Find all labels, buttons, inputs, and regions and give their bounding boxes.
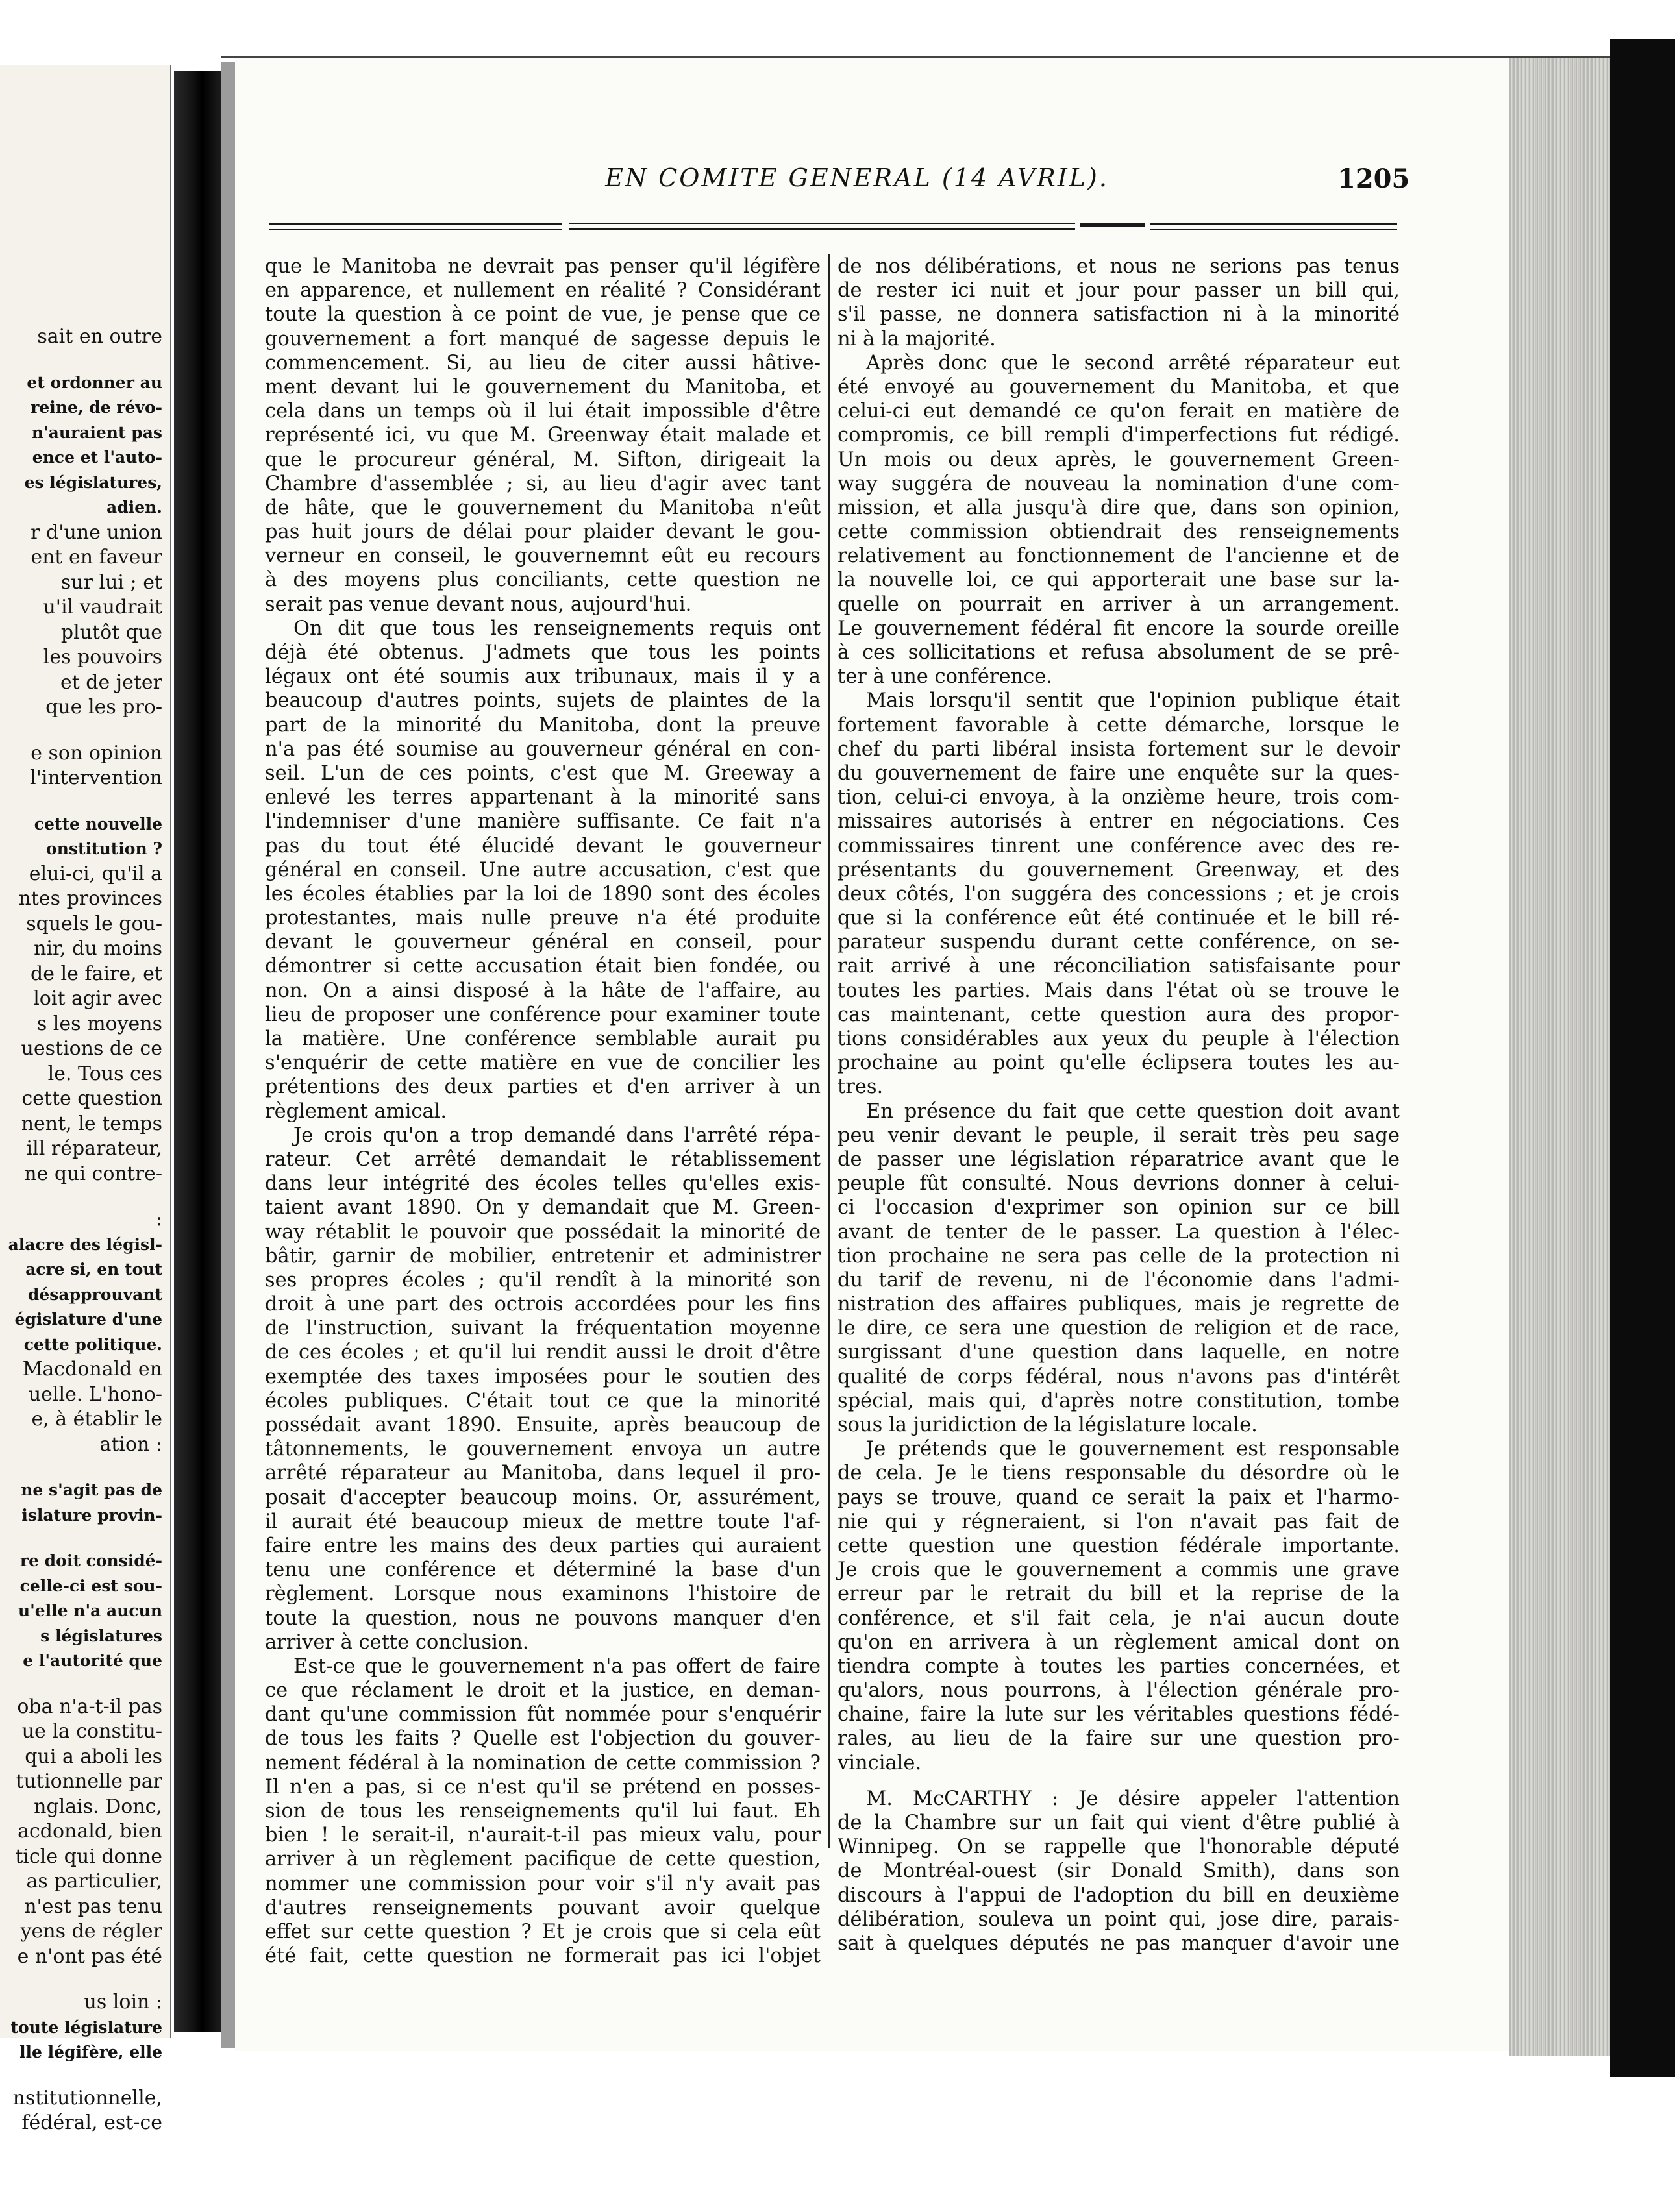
right-column-line: cas maintenant, cette question aura des propor- bbox=[838, 1003, 1400, 1026]
facing-page-line: ne qui contre- bbox=[24, 1162, 162, 1185]
left-column-line: tenu une conférence et déterminé la base d'un bbox=[265, 1558, 821, 1582]
right-column-line: deux côtés, l'on suggéra des concessions ; et je crois bbox=[838, 882, 1400, 905]
right-column-line: toutes les parties. Mais dans l'état où se trouve le bbox=[838, 979, 1400, 1002]
facing-page-line: as particulier, bbox=[26, 1870, 162, 1893]
right-column-line: nistration des affaires publiques, mais je regrette de bbox=[838, 1293, 1400, 1316]
right-column-line: tiendra compte à toutes les parties concernées, et bbox=[838, 1654, 1400, 1678]
facing-page-line bbox=[0, 1969, 170, 1990]
right-column-line: compromis, ce bill rempli d'imperfections fut rédigé. bbox=[838, 424, 1400, 447]
left-column-line: bâtir, garnir de mobilier, entretenir et administrer bbox=[265, 1244, 821, 1268]
left-column-line: toute la question à ce point de vue, je pense que ce bbox=[265, 303, 821, 326]
left-column-line: à des moyens plus conciliants, cette question ne bbox=[265, 569, 821, 592]
facing-page-line: n'est pas tenu bbox=[24, 1895, 162, 1918]
facing-page-line: re doit considé- bbox=[19, 1551, 162, 1570]
facing-page-line: squels le gou- bbox=[26, 912, 162, 935]
left-column-line: Est-ce que le gouvernement n'a pas offert de faire bbox=[293, 1654, 821, 1678]
facing-page-line: s législatures bbox=[40, 1626, 162, 1645]
right-column-line: Je prétends que le gouvernement est responsable bbox=[866, 1438, 1400, 1461]
facing-page-line: cette question bbox=[21, 1087, 162, 1110]
left-column-line: s'enquérir de cette matière en vue de concilier les bbox=[265, 1051, 821, 1075]
left-column-line: Chambre d'assemblée ; si, au lieu d'agir avec tant bbox=[265, 472, 821, 495]
left-column-line: règlement. Lorsque nous examinons l'histoire de bbox=[265, 1582, 821, 1606]
right-column-line: vinciale. bbox=[838, 1751, 922, 1775]
left-column-line: ment devant lui le gouvernement du Manitoba, et bbox=[265, 375, 821, 399]
right-column-line: qu'on en arrivera à un règlement amical dont on bbox=[838, 1630, 1400, 1654]
right-column-line: de passer une législation réparatrice avant que le bbox=[838, 1148, 1400, 1171]
facing-page-line: et ordonner au bbox=[27, 373, 162, 392]
scanner-background bbox=[1610, 39, 1675, 2077]
right-column-line: ni à la majorité. bbox=[838, 327, 996, 350]
right-column-line: cette question une question fédérale importante. bbox=[838, 1534, 1400, 1557]
facing-page-line: toute législature bbox=[10, 2017, 162, 2037]
right-column-line: à ces sollicitations et refusa absolument de se prê- bbox=[838, 641, 1400, 664]
header-rule-left-2 bbox=[269, 229, 562, 230]
left-column-line: Il n'en a pas, si ce n'est qu'il se prétend en posses- bbox=[265, 1775, 821, 1799]
book-spine bbox=[174, 71, 221, 2032]
right-column-line: pays se trouve, quand ce serait la paix et l'harmo- bbox=[838, 1486, 1400, 1509]
left-column-line: de l'instruction, suivant la fréquentation moyenne bbox=[265, 1317, 821, 1340]
stacked-page-edges bbox=[1509, 57, 1610, 2056]
facing-page-line: u'elle n'a aucun bbox=[18, 1601, 162, 1620]
left-column-line: pas du tout été élucidé devant le gouverneur bbox=[265, 834, 821, 857]
facing-page-line: cette nouvelle bbox=[34, 814, 162, 833]
left-column-line: taient avant 1890. On y demandait que M. Green- bbox=[265, 1196, 821, 1220]
facing-page-line: n'auraient pas bbox=[31, 423, 162, 442]
left-column-line: protestantes, mais nulle preuve n'a été produite bbox=[265, 907, 821, 930]
header-rule-right bbox=[1150, 223, 1397, 225]
facing-page-line: cette politique. bbox=[23, 1334, 162, 1354]
facing-page-line: nir, du moins bbox=[34, 937, 162, 960]
page-gutter bbox=[221, 62, 235, 2048]
right-column-line: ter à une conférence. bbox=[838, 665, 1053, 689]
left-column-line: légaux ont été soumis aux tribunaux, mais il y a bbox=[265, 665, 821, 689]
facing-page-line: fédéral, est-ce bbox=[21, 2111, 162, 2134]
right-column-line: peu venir devant le peuple, il serait très peu sage bbox=[838, 1124, 1400, 1147]
right-column-line: s'il passe, ne donnera satisfaction ni à la minorité bbox=[838, 303, 1400, 326]
text-column-left bbox=[265, 254, 821, 1968]
right-column-line: relativement au fonctionnement de l'ancienne et de bbox=[838, 545, 1400, 568]
header-rule-mid bbox=[569, 223, 1075, 224]
right-column-line: tion prochaine ne sera pas celle de la protection ni bbox=[838, 1244, 1400, 1268]
facing-page-line bbox=[0, 1186, 170, 1207]
left-column-line: arriver à un règlement pacifique de cette question, bbox=[265, 1848, 821, 1871]
facing-page-line: que les pro- bbox=[45, 696, 162, 719]
left-column-line: de hâte, que le gouvernement du Manitoba n'eût bbox=[265, 496, 821, 519]
facing-page-line: elui-ci, qu'il a bbox=[29, 862, 162, 885]
right-column-line: Après donc que le second arrêté réparateur eut bbox=[866, 351, 1400, 375]
facing-page-line: uestions de ce bbox=[21, 1037, 162, 1060]
right-column-line: erreur par le retrait du bill et la reprise de la bbox=[838, 1582, 1400, 1606]
right-column-line: discours à l'appui de l'adoption du bill en deuxième bbox=[838, 1884, 1400, 1907]
right-column-line: la nouvelle loi, ce qui apporterait une base sur la- bbox=[838, 569, 1400, 592]
facing-page-line bbox=[0, 1528, 170, 1549]
right-column-line: M. McCARTHY : Je désire appeler l'attention bbox=[866, 1787, 1400, 1810]
right-column-line: rait arrivé à une réconciliation satisfaisante pour bbox=[838, 955, 1400, 978]
right-column-line: de rester ici nuit et jour pour passer un bill qui, bbox=[838, 279, 1400, 302]
facing-page-line: nent, le temps bbox=[21, 1112, 162, 1135]
left-column-line: l'indemniser d'une manière suffisante. Ce fait n'a bbox=[265, 810, 821, 833]
right-column-line: cette commission obtiendrait des renseignements bbox=[838, 521, 1400, 544]
right-column-line: fortement favorable à cette démarche, lorsque le bbox=[838, 713, 1400, 737]
facing-page-line: ill réparateur, bbox=[26, 1137, 162, 1160]
left-column-line: serait pas venue devant nous, aujourd'hui. bbox=[265, 593, 692, 616]
left-column-line: que le Manitoba ne devrait pas penser qu'il légifère bbox=[265, 255, 821, 278]
right-column-line: Mais lorsqu'il sentit que l'opinion publique était bbox=[866, 689, 1400, 713]
left-column-line: nement fédéral à la nomination de cette commission ? bbox=[265, 1751, 821, 1775]
left-column-line: On dit que tous les renseignements requis ont bbox=[293, 617, 821, 640]
facing-page-line: es législatures, bbox=[24, 473, 162, 492]
left-column-line: nommer une commission pour voir s'il n'y avait pas bbox=[265, 1872, 821, 1895]
right-column-line: commissaires tinrent une conférence avec des re- bbox=[838, 834, 1400, 857]
facing-page-line: oba n'a-t-il pas bbox=[17, 1695, 162, 1718]
facing-page-line: nglais. Donc, bbox=[34, 1795, 162, 1818]
facing-page-line: qui a aboli les bbox=[25, 1745, 162, 1768]
running-head: EN COMITE GENERAL (14 AVRIL). bbox=[605, 164, 1109, 192]
facing-page-line: e n'ont pas été bbox=[17, 1945, 162, 1968]
facing-page-line: islature provin- bbox=[21, 1505, 162, 1525]
facing-page-line: désapprouvant bbox=[27, 1284, 162, 1304]
left-column-line: enlevé les terres appartenant à la minorité sans bbox=[265, 786, 821, 809]
left-column-line: il aurait été beaucoup mieux de mettre toute l'af- bbox=[265, 1510, 821, 1533]
left-column-line: ses propres écoles ; qu'il rendît à la minorité son bbox=[265, 1268, 821, 1292]
facing-page-line bbox=[0, 2065, 170, 2086]
left-column-line: pas huit jours de délai pour plaider devant le gou- bbox=[265, 521, 821, 544]
facing-page-line: et de jeter bbox=[60, 670, 162, 694]
facing-page-line: reine, de révo- bbox=[31, 398, 162, 417]
left-column-line: part de la minorité du Manitoba, dont la preuve bbox=[265, 713, 821, 737]
right-column-line: conférence, et s'il fait cela, je n'ai aucun doute bbox=[838, 1606, 1400, 1630]
left-column-line: exemptée des taxes imposées pour le soutien des bbox=[265, 1365, 821, 1388]
facing-page-line bbox=[0, 1457, 170, 1478]
left-column-line: sion de tous les renseignements qu'il lui faut. Eh bbox=[265, 1800, 821, 1823]
right-column-line: mission, et alla jusqu'à dire que, dans son opinion, bbox=[838, 496, 1400, 519]
right-column-line: tion, celui-ci envoya, à la onzième heure, trois com- bbox=[838, 786, 1400, 809]
header-rule-right-2 bbox=[1150, 229, 1397, 230]
left-column-line: dans leur intégrité des écoles telles qu'elles exis- bbox=[265, 1172, 821, 1196]
right-column-line: rales, au lieu de la faire sur une question pro- bbox=[838, 1727, 1400, 1751]
right-column-line: été envoyé au gouvernement du Manitoba, et que bbox=[838, 375, 1400, 399]
right-column-line: missaires autorisés à entrer en négociations. Ces bbox=[838, 810, 1400, 833]
right-column-line: peuple fût consulté. Nous devrions donner à celui- bbox=[838, 1172, 1400, 1196]
left-column-line: seil. L'un de ces points, c'est que M. Greeway a bbox=[265, 761, 821, 785]
left-column-line: que le procureur général, M. Sifton, dirigeait la bbox=[265, 448, 821, 471]
left-column-line: de tous les faits ? Quelle est l'objection du gouver- bbox=[265, 1727, 821, 1751]
left-column-line: en apparence, et nullement en réalité ? Considérant bbox=[265, 279, 821, 302]
facing-page-line: égislature d'une bbox=[14, 1310, 162, 1329]
facing-page-line bbox=[0, 791, 170, 812]
left-column-line: cela dans un temps où il lui était impossible d'être bbox=[265, 400, 821, 423]
facing-page-line: ticle qui donne bbox=[15, 1845, 162, 1868]
facing-page-line: nstitutionnelle, bbox=[12, 2086, 162, 2109]
right-column-line bbox=[838, 1775, 1400, 1787]
left-column-line: arriver à cette conclusion. bbox=[265, 1630, 529, 1654]
facing-page-line: lle légifère, elle bbox=[19, 2043, 162, 2061]
facing-page-line: s les moyens bbox=[36, 1012, 162, 1035]
facing-page-line: tutionnelle par bbox=[16, 1770, 162, 1793]
left-column-line: démontrer si cette accusation était bien fondée, ou bbox=[265, 955, 821, 978]
right-column-line: nie qui y régneraient, si l'on n'avait pas fait de bbox=[838, 1510, 1400, 1533]
facing-page-line bbox=[0, 1674, 170, 1695]
right-column-line: tres. bbox=[838, 1075, 884, 1099]
left-column-line: arrêté réparateur au Manitoba, dans lequel il pro- bbox=[265, 1462, 821, 1485]
facing-page-line: de le faire, et bbox=[31, 962, 162, 985]
facing-page-line: alacre des législ- bbox=[8, 1235, 162, 1254]
facing-page-line: Macdonald en bbox=[22, 1358, 162, 1381]
right-column-line: délibération, souleva un point qui, jose dire, parais- bbox=[838, 1908, 1400, 1931]
right-column-line: avant de tenter de le passer. La question à l'élec- bbox=[838, 1220, 1400, 1244]
left-column-line: tâtonnements, le gouvernement envoya un autre bbox=[265, 1438, 821, 1461]
left-column-line: la matière. Une conférence semblable aurait pu bbox=[265, 1027, 821, 1050]
left-column-line: beaucoup d'autres points, sujets de plaintes de la bbox=[265, 689, 821, 713]
facing-page-line: ation : bbox=[99, 1432, 162, 1456]
right-column-line: spécial, mais qui, d'après notre constitution, tombe bbox=[838, 1389, 1400, 1412]
facing-page-line: acre si, en tout bbox=[25, 1260, 162, 1279]
left-column-line: n'a pas été soumise au gouverneur général en con- bbox=[265, 737, 821, 761]
right-column-line: quelle on pourrait en arriver à un arrangement. bbox=[838, 593, 1400, 616]
facing-page-line: ue la constitu- bbox=[21, 1720, 162, 1743]
header-rule-left bbox=[269, 223, 562, 225]
left-column-line: été fait, cette question ne formerait pas ici l'objet bbox=[265, 1945, 821, 1968]
facing-page-line: ne s'agit pas de bbox=[21, 1481, 162, 1499]
right-column-line: chef du parti libéral insista fortement sur le devoir bbox=[838, 737, 1400, 761]
right-column-line: du gouvernement de faire une enquête sur la ques- bbox=[838, 761, 1400, 785]
right-column-line: chaine, faire la lute sur les véritables questions fédé- bbox=[838, 1703, 1400, 1727]
facing-page-line: plutôt que bbox=[60, 621, 162, 644]
facing-page-line: les pouvoirs bbox=[43, 646, 162, 669]
left-column-line: rateur. Cet arrêté demandait le rétablissement bbox=[265, 1148, 821, 1171]
facing-page-line: celle-ci est sou- bbox=[19, 1576, 162, 1595]
right-column-line: prochaine au point qu'elle éclipsera toutes les au- bbox=[838, 1051, 1400, 1075]
facing-page-line: ent en faveur bbox=[31, 546, 162, 569]
facing-page-line: le. Tous ces bbox=[47, 1062, 162, 1085]
left-column-line: effet sur cette question ? Et je crois que si cela eût bbox=[265, 1920, 821, 1943]
facing-page-text bbox=[0, 325, 170, 2136]
left-column-line: les écoles établies par la loi de 1890 sont des écoles bbox=[265, 882, 821, 905]
left-column-line: écoles publiques. C'était tout ce que la minorité bbox=[265, 1389, 821, 1412]
right-column-line: de nos délibérations, et nous ne serions pas tenus bbox=[838, 255, 1400, 278]
left-column-line: ce que réclament le droit et la justice, en deman- bbox=[265, 1679, 821, 1702]
left-column-line: posait d'accepter beaucoup moins. Or, assurément, bbox=[265, 1486, 821, 1509]
facing-page-line: acdonald, bien bbox=[18, 1820, 162, 1843]
right-column-line: En présence du fait que cette question doit avant bbox=[866, 1100, 1400, 1123]
facing-page-line bbox=[0, 720, 170, 741]
left-column-line: Je crois qu'on a trop demandé dans l'arrêté répa- bbox=[293, 1124, 821, 1147]
left-column-line: droit à une part des octrois accordées pour les fins bbox=[265, 1293, 821, 1316]
left-column-line: commencement. Si, au lieu de citer aussi hâtive- bbox=[265, 351, 821, 375]
facing-page-line: ntes provinces bbox=[18, 887, 162, 910]
right-column-line: le dire, ce sera une question de religion et de race, bbox=[838, 1317, 1400, 1340]
right-column-line: sait à quelques députés ne pas manquer d'avoir une bbox=[838, 1932, 1400, 1955]
right-column-line: Le gouvernement fédéral fit encore la sourde oreille bbox=[838, 617, 1400, 640]
left-column-line: de ces écoles ; et qu'il lui rendit aussi le droit d'être bbox=[265, 1341, 821, 1364]
facing-page-fragment bbox=[0, 65, 171, 2134]
left-column-line: règlement amical. bbox=[265, 1100, 447, 1123]
right-column-line: way suggéra de nouveau la nomination d'une com- bbox=[838, 472, 1400, 495]
right-column-line: Winnipeg. On se rappelle que l'honorable député bbox=[838, 1836, 1400, 1859]
text-column-right bbox=[838, 254, 1400, 1956]
right-column-line: que si la conférence eût été continuée et le bill ré- bbox=[838, 907, 1400, 930]
right-column-line: du tarif de revenu, ni de l'économie dans l'admi- bbox=[838, 1268, 1400, 1292]
facing-page-line: ence et l'auto- bbox=[32, 448, 162, 467]
header-ornament bbox=[1080, 223, 1145, 227]
header-rule-mid-2 bbox=[569, 228, 1075, 230]
facing-page-line bbox=[0, 350, 170, 371]
left-column-line: général en conseil. Une autre accusation, c'est que bbox=[265, 858, 821, 881]
right-column-line: de la Chambre sur un fait qui vient d'être publié à bbox=[838, 1812, 1400, 1834]
facing-page-line: onstitution ? bbox=[46, 839, 162, 858]
facing-page-line: : bbox=[155, 1208, 162, 1231]
left-column-line: déjà été obtenus. J'admets que tous les points bbox=[265, 641, 821, 664]
facing-page-line: sait en outre bbox=[37, 325, 162, 348]
facing-page-line: yens de régler bbox=[20, 1920, 162, 1943]
facing-page-line: u'il vaudrait bbox=[43, 596, 162, 619]
left-column-line: bien ! le serait-il, n'aurait-t-il pas mieux valu, pour bbox=[265, 1824, 821, 1847]
right-column-line: sous la juridiction de la législature locale. bbox=[838, 1414, 1258, 1436]
left-column-line: prétentions des deux parties et d'en arriver à un bbox=[265, 1075, 821, 1099]
page-top-edge bbox=[221, 56, 1610, 58]
facing-page-line: l'intervention bbox=[30, 767, 162, 789]
facing-page-line: e l'autorité que bbox=[23, 1651, 162, 1670]
right-column-line: qu'alors, nous pourrons, à l'élection générale pro- bbox=[838, 1679, 1400, 1702]
column-divider bbox=[828, 254, 830, 1848]
facing-page-line: us loin : bbox=[84, 1991, 162, 2013]
left-column-line: way rétablit le pouvoir que possédait la minorité de bbox=[265, 1220, 821, 1244]
left-column-line: possédait avant 1890. Ensuite, après beaucoup de bbox=[265, 1414, 821, 1436]
right-column-line: présentants du gouvernement Greenway, et des bbox=[838, 858, 1400, 881]
right-column-line: celui-ci eut demandé ce qu'on ferait en matière de bbox=[838, 400, 1400, 423]
facing-page-line: loit agir avec bbox=[33, 987, 162, 1010]
left-column-line: non. On a ainsi disposé à la hâte de l'affaire, au bbox=[265, 979, 821, 1002]
facing-page-line: sur lui ; et bbox=[60, 571, 162, 594]
facing-page-line: r d'une union bbox=[31, 521, 162, 544]
left-column-line: faire entre les mains des deux parties qui auraient bbox=[265, 1534, 821, 1557]
left-column-line: devant le gouverneur général en conseil, pour bbox=[265, 931, 821, 954]
left-column-line: lieu de proposer une conférence pour examiner toute bbox=[265, 1003, 821, 1026]
right-column-line: surgissant d'une question dans laquelle, en notre bbox=[838, 1341, 1400, 1364]
left-column-line: verneur en conseil, le gouvernemnt eût eu recours bbox=[265, 545, 821, 568]
right-column-line: Un mois ou deux après, le gouvernement Green- bbox=[838, 448, 1400, 471]
left-column-line: gouvernement a fort manqué de sagesse depuis le bbox=[265, 327, 821, 350]
facing-page-line: e, à établir le bbox=[31, 1408, 162, 1431]
left-column-line: d'autres renseignements pouvant avoir quelque bbox=[265, 1896, 821, 1919]
facing-page-line: uelle. L'hono- bbox=[28, 1382, 162, 1406]
right-column-line: de Montréal-ouest (sir Donald Smith), dans son bbox=[838, 1860, 1400, 1883]
right-column-line: de cela. Je le tiens responsable du désordre où le bbox=[838, 1462, 1400, 1485]
facing-page-line: adien. bbox=[106, 498, 162, 517]
page-number: 1205 bbox=[1337, 164, 1410, 194]
right-column-line: ci l'occasion d'exprimer son opinion sur ce bill bbox=[838, 1196, 1400, 1220]
left-column-line: dant qu'une commission fût nommée pour s'enquérir bbox=[265, 1703, 821, 1727]
right-column-line: qualité de corps fédéral, nous n'avons pas d'intérêt bbox=[838, 1365, 1400, 1388]
right-column-line: parateur suspendu durant cette conférence, on se- bbox=[838, 931, 1400, 954]
facing-page-line: e son opinion bbox=[31, 741, 162, 765]
right-column-line: tions considérables aux yeux du peuple à l'élection bbox=[838, 1027, 1400, 1050]
left-column-line: représenté ici, vu que M. Greenway était malade et bbox=[265, 424, 821, 447]
left-column-line: toute la question, nous ne pouvons manquer d'en bbox=[265, 1606, 821, 1630]
right-column-line: Je crois que le gouvernement a commis une grave bbox=[838, 1558, 1400, 1582]
